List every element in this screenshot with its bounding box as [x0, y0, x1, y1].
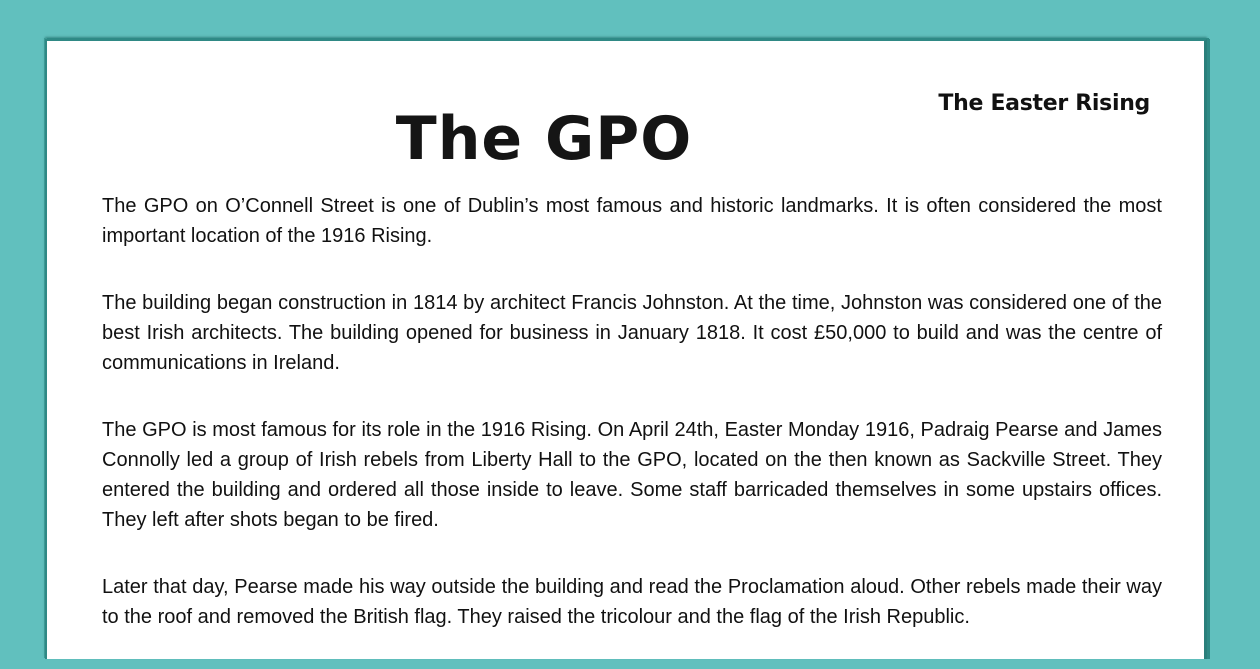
document-body	[102, 191, 1162, 669]
paragraph-4: Later that day, Pearse made his way outside the building and read the Proclamation aloud. Other rebels made their way to the roof and removed the British flag. They raised the tricolour and the flag of the Irish Republic.	[102, 576, 1162, 628]
paragraph-1: The GPO on O’Connell Street is one of Dublin’s most famous and historic landmarks. It is often considered the most important location of the 1916 Rising.	[102, 195, 1162, 247]
worksheet-page	[45, 39, 1207, 659]
paragraph-3: The GPO is most famous for its role in the 1916 Rising. On April 24th, Easter Monday 1916, Padraig Pearse and James Connolly led a group of Irish rebels from Liberty Hall to the GPO, located on the then known as Sackville Street. They entered the building and ordered all those inside to leave. Some staff barricaded themselves in some upstairs offices. They left after shots began to be fired.	[102, 419, 1162, 531]
subject-heading: The Easter Rising	[938, 91, 1150, 116]
page-title: The GPO	[395, 104, 693, 174]
paragraph-2: The building began construction in 1814 by architect Francis Johnston. At the time, Johnston was considered one of the best Irish architects. The building opened for business in January 1818. It cost £50,000 to build and was the centre of communications in Ireland.	[102, 292, 1162, 374]
